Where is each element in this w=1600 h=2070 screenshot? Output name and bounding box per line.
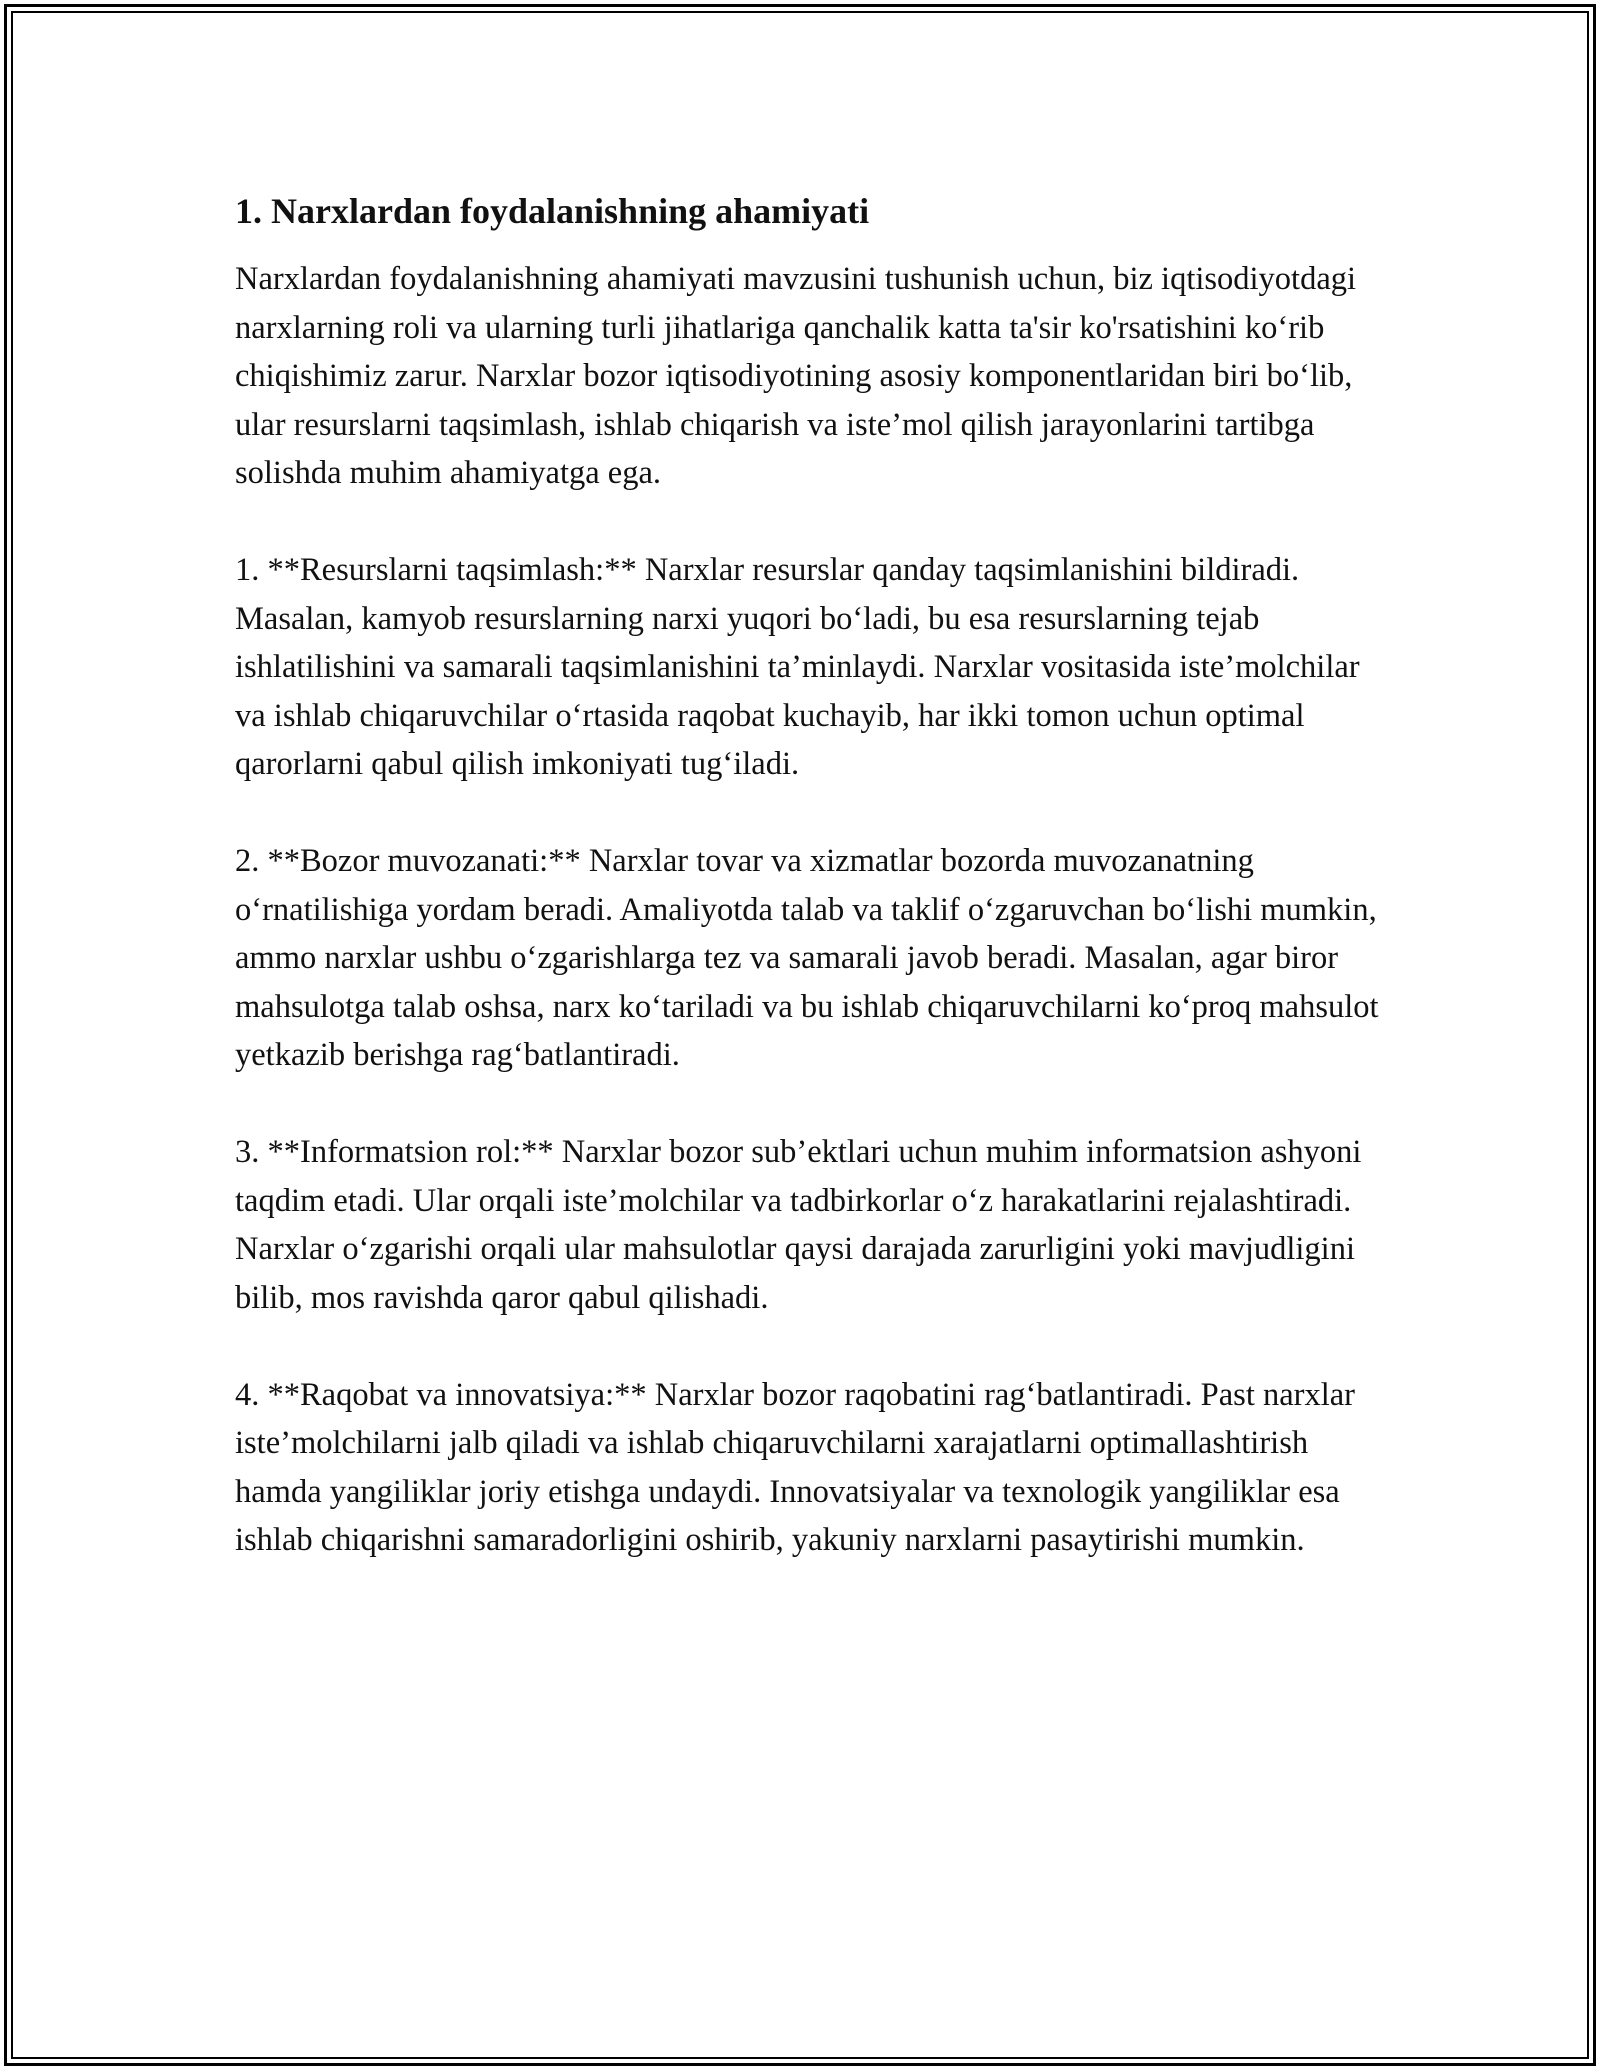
paragraph-informational-role: 3. **Informatsion rol:** Narxlar bozor sub’ektlari uchun muhim informatsion ashyoni taqdim etadi. Ular orqali iste’molchilar va tadbirkorlar o‘z harakatlarini rejalashtiradi. Narxlar o‘zgarishi orqali ular mahsulotlar qaysi darajada zarurligini yoki mavjudligini bilib, mos ravishda qaror qabul qilishadi. — [235, 1134, 1362, 1316]
paragraph-market-equilibrium: 2. **Bozor muvozanati:** Narxlar tovar va xizmatlar bozorda muvozanatning o‘rnatilishiga yordam beradi. Amaliyotda talab va taklif o‘zgaruvchan bo‘lishi mumkin, ammo narxlar ushbu o‘zgarishlarga tez va samarali javob beradi. Masalan, agar biror mahsulotga talab oshsa, narx ko‘tariladi va bu ishlab chiqaruvchilarni ko‘proq mahsulot yetkazib berishga rag‘batlantiradi. — [235, 843, 1379, 1073]
paragraph-competition-innovation: 4. **Raqobat va innovatsiya:** Narxlar bozor raqobatini rag‘batlantiradi. Past narxlar iste’molchilarni jalb qiladi va ishlab chiqaruvchilarni xarajatlarni optimallashtirish hamda yangiliklar joriy etishga undaydi. Innovatsiyalar va texnologik yangiliklar esa ishlab chiqarishni samaradorligini oshirib, yakuniy narxlarni pasaytirishi mumkin. — [235, 1376, 1355, 1558]
paragraph-resource-allocation: 1. **Resurslarni taqsimlash:** Narxlar resurslar qanday taqsimlanishini bildiradi. Masalan, kamyob resurslarning narxi yuqori bo‘ladi, bu esa resurslarning tejab ishlatilishini va samarali taqsimlanishini ta’minlaydi. Narxlar vositasida iste’molchilar va ishlab chiqaruvchilar o‘rtasida raqobat kuchayib, har ikki tomon uchun optimal qarorlarni qabul qilish imkoniyati tug‘iladi. — [235, 552, 1360, 782]
document-body — [235, 187, 1385, 1613]
intro-paragraph: Narxlardan foydalanishning ahamiyati mavzusini tushunish uchun, biz iqtisodiyotdagi narxlarning roli va ularning turli jihatlariga qanchalik katta ta'sir ko'rsatishini ko‘rib chiqishimiz zarur. Narxlar bozor iqtisodiyotining asosiy komponentlaridan biri bo‘lib, ular resurslarni taqsimlash, ishlab chiqarish va iste’mol qilish jarayonlarini tartibga solishda muhim ahamiyatga ega. — [235, 261, 1357, 491]
document-title: 1. Narxlardan foydalanishning ahamiyati — [235, 191, 870, 231]
